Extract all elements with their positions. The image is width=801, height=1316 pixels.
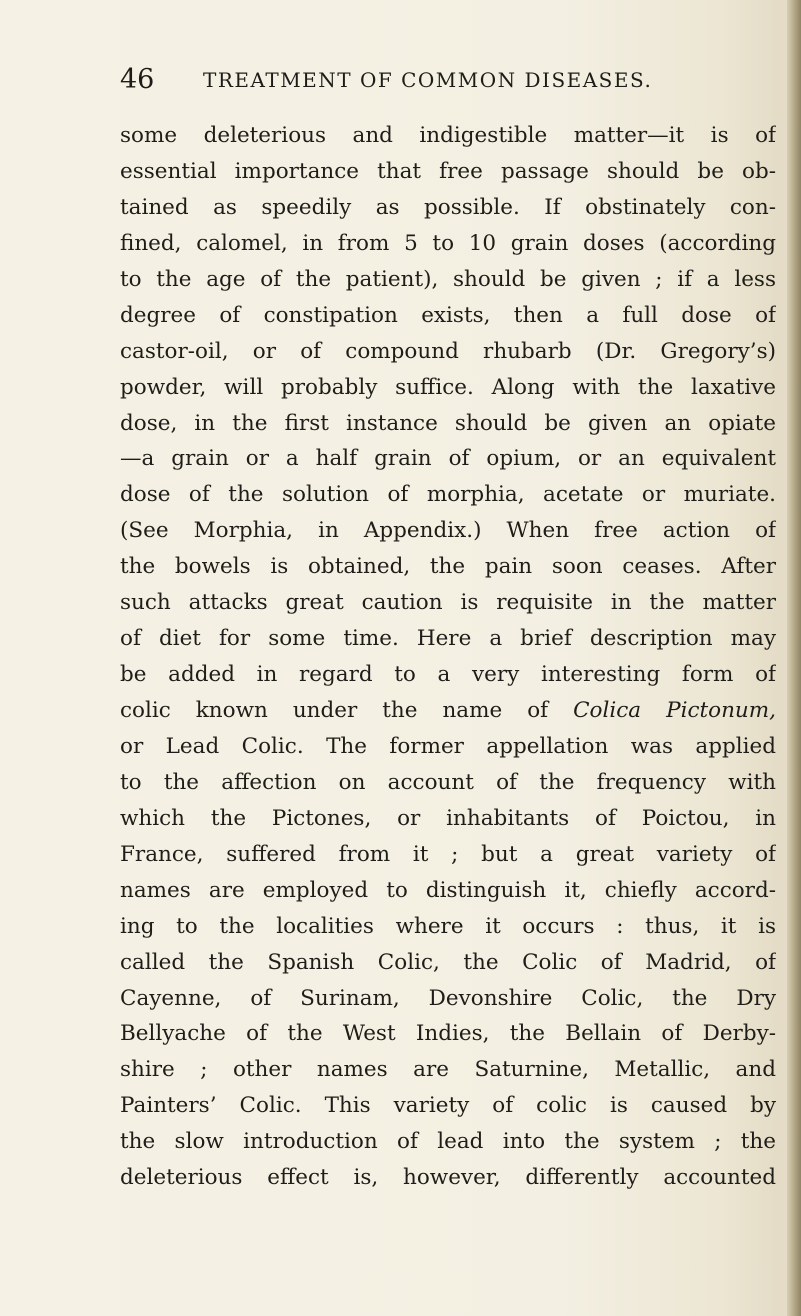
text-line: some deleterious and indigestible matter—it is of (120, 123, 776, 148)
text-line: names are employed to distinguish it, chiefly accord- (120, 877, 776, 903)
text-line: deleterious effect is, however, differently accounted (120, 1165, 776, 1191)
text-line: the bowels is obtained, the pain soon ceases. After (120, 554, 776, 580)
text-line: Cayenne, of Surinam, Devonshire Colic, the Dry (120, 985, 776, 1011)
text-line: to the affection on account of the frequency with (120, 769, 776, 795)
text-line: which the Pictones, or inhabitants of Poictou, in (120, 805, 776, 831)
text-line: castor-oil, or of compound rhubarb (Dr. Gregory’s) (120, 338, 776, 364)
text-line: degree of constipation exists, then a full dose of (120, 302, 776, 328)
text-line: to the age of the patient), should be given ; if a less (120, 266, 776, 292)
body-text (120, 118, 776, 1196)
text-line-start: colic known under the name of (120, 698, 549, 723)
text-line: or Lead Colic. The former appellation was applied (120, 733, 776, 759)
text-line: France, suffered from it ; but a great variety of (120, 841, 776, 867)
text-line: (See Morphia, in Appendix.) When free action of (120, 518, 776, 544)
text-line: tained as speedily as possible. If obstinately con- (120, 194, 776, 220)
book-spine-edge (787, 0, 801, 1316)
text-line: the slow introduction of lead into the system ; the (120, 1129, 776, 1155)
text-line: Bellyache of the West Indies, the Bellain of Derby- (120, 1021, 776, 1047)
text-line: dose of the solution of morphia, acetate or muriate. (120, 482, 776, 508)
text-line: essential importance that free passage should be ob- (120, 158, 776, 184)
text-line: powder, will probably suffice. Along with the laxative (120, 374, 776, 400)
page-header (120, 60, 780, 100)
text-line: —a grain or a half grain of opium, or an equivalent (120, 446, 776, 472)
text-line: such attacks great caution is requisite in the matter (120, 590, 776, 616)
page-number: 46 (120, 64, 155, 95)
running-head: TREATMENT OF COMMON DISEASES. (203, 68, 653, 92)
text-line: fined, calomel, in from 5 to 10 grain doses (according (120, 230, 776, 256)
text-line: be added in regard to a very interesting form of (120, 662, 776, 688)
text-line: ing to the localities where it occurs : thus, it is (120, 913, 776, 939)
text-line: dose, in the first instance should be given an opiate (120, 410, 776, 436)
italic-term: Colica Pictonum, (573, 698, 776, 723)
text-line: of diet for some time. Here a brief description may (120, 626, 776, 652)
text-line: called the Spanish Colic, the Colic of Madrid, of (120, 949, 776, 975)
text-line: shire ; other names are Saturnine, Metallic, and (120, 1057, 776, 1083)
text-line: Painters’ Colic. This variety of colic is caused by (120, 1093, 776, 1119)
text-line-with-italic (120, 693, 776, 729)
